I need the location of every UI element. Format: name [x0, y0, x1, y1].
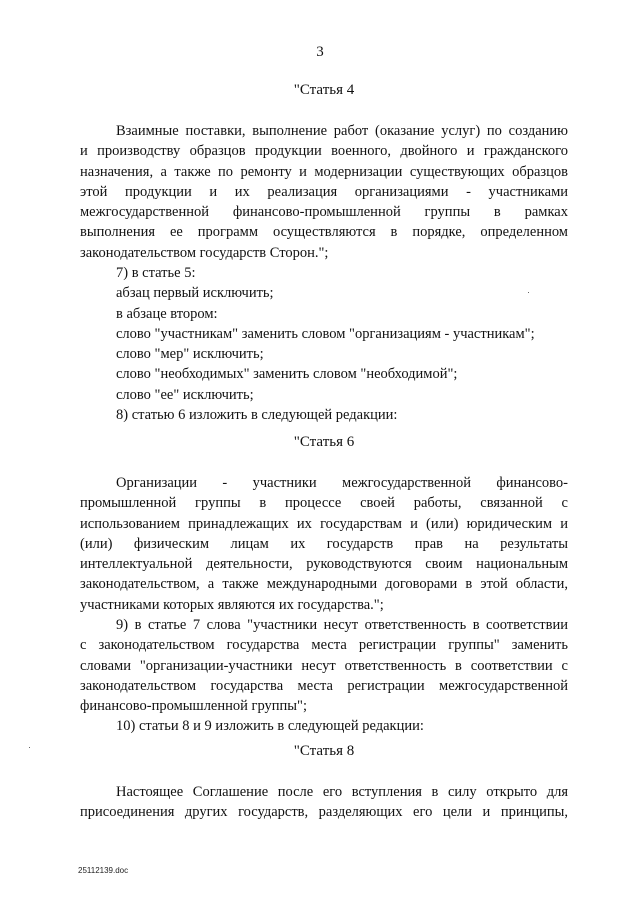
text-line: 9) в статье 7 слова "участники несут ответственность в соответствии [116, 617, 568, 633]
text-line: присоединения других государств, разделяющих его цели и принципы, [80, 804, 568, 821]
text-line: этой продукции и их реализация организациями - участниками [80, 183, 568, 200]
text-line: словами "организации-участники несут ответственность в соответствии с [80, 657, 568, 674]
amendment-item: в абзаце втором: [116, 305, 218, 322]
text-line: (или) физическим лицам их государств прав на результаты [80, 535, 568, 552]
amendment-9 [80, 615, 568, 716]
text-line: назначения, а также по ремонту и модернизации существующих образцов [80, 163, 568, 180]
text-line: участниками которых являются их государства."; [80, 596, 384, 613]
text-line: с законодательством государства места регистрации группы" заменить [80, 637, 568, 654]
text-line: использованием принадлежащих их государствам и (или) юридическим и [80, 515, 568, 532]
document-footer: 25112139.doc [78, 866, 129, 875]
amendment-list [80, 263, 568, 425]
text-line: промышленной группы в процессе своей работы, связанной с [80, 495, 568, 512]
scan-speck [29, 747, 30, 748]
amendment-item: слово "мер" исключить; [116, 346, 264, 363]
text-line: Настоящее Соглашение после его вступления в силу открыто для [116, 784, 568, 800]
article-8-body [80, 782, 568, 823]
amendment-item: слово "необходимых" заменить словом "необходимой"; [116, 366, 458, 383]
amendment-item: 8) статью 6 изложить в следующей редакции: [116, 407, 398, 424]
amendment-item: 7) в статье 5: [116, 265, 196, 281]
text-line: выполнения ее программ осуществляются в порядке, определенном [80, 224, 568, 241]
text-line: Организации - участники межгосударственной финансово- [116, 475, 568, 491]
article-6-body [80, 473, 568, 615]
text-line: законодательством государств Сторон."; [80, 244, 329, 261]
text-line: и производству образцов продукции военного, двойного и гражданского [80, 143, 568, 160]
text-line: интеллектуальной деятельности, руководствуются своим национальным [80, 556, 568, 573]
amendment-item: слово "участникам" заменить словом "организациям - участникам"; [116, 325, 535, 342]
amendment-item: 10) статьи 8 и 9 изложить в следующей редакции: [116, 718, 424, 734]
scan-speck [528, 292, 529, 293]
page-number: 3 [316, 44, 324, 60]
article-6-heading: "Статья 6 [293, 434, 355, 450]
amendment-item: слово "ее" исключить; [116, 386, 254, 403]
amendment-item: абзац первый исключить; [116, 285, 274, 302]
text-line: законодательством, а также международными договорами в этой области, [80, 576, 568, 593]
text-line: финансово-промышленной группы"; [80, 698, 307, 715]
amendment-10 [80, 716, 568, 736]
article-4-heading: "Статья 4 [293, 82, 355, 98]
text-line: межгосударственной финансово-промышленной группы в рамках [80, 204, 568, 221]
text-line: Взаимные поставки, выполнение работ (оказание услуг) по созданию [116, 123, 568, 139]
article-4-body [80, 121, 568, 263]
article-8-heading: "Статья 8 [293, 743, 355, 759]
text-line: законодательством государства места регистрации межгосударственной [80, 677, 568, 694]
